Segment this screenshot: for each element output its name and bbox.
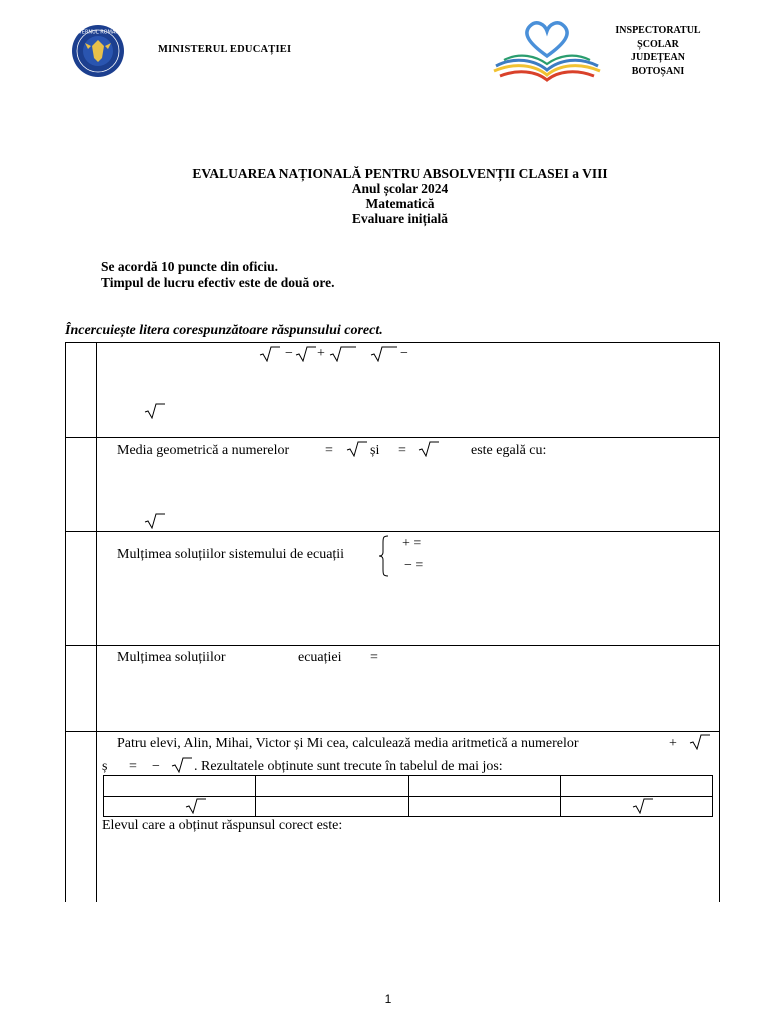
sqrt-symbol — [346, 441, 366, 459]
government-seal-logo — [71, 24, 125, 78]
results-cell — [104, 776, 256, 797]
sqrt-symbol — [329, 346, 349, 364]
results-value-row — [104, 796, 713, 817]
sqrt-symbol — [144, 403, 164, 421]
equals-sign: = — [398, 443, 406, 458]
question-3-text: Mulțimea soluțiilor sistemului de ecuații — [117, 547, 345, 562]
isj-line-3: JUDEȚEAN — [631, 52, 685, 63]
operator-minus: − — [285, 346, 293, 361]
system-equation-2: − = — [404, 558, 424, 573]
results-table — [103, 775, 713, 817]
question-row-3 — [65, 531, 720, 646]
exam-info — [101, 259, 334, 290]
question-5-answer-prompt: Elevul care a obținut răspunsul corect este: — [102, 818, 343, 833]
exam-title: EVALUAREA NAȚIONALĂ PENTRU ABSOLVENȚII CLASEI a VIII — [192, 166, 608, 181]
question-number-cell — [66, 732, 97, 902]
evaluation-type: Evaluare inițială — [351, 211, 449, 226]
operator-plus: + — [669, 736, 677, 751]
isj-name — [608, 24, 708, 78]
equals-sign: = — [129, 759, 137, 774]
isj-line-1: INSPECTORATUL — [615, 25, 701, 36]
sqrt-symbol — [370, 346, 390, 364]
system-brace — [378, 535, 390, 577]
sqrt-symbol — [689, 734, 709, 752]
points-note: Se acordă 10 puncte din oficiu. — [101, 259, 279, 274]
isj-book-heart-logo — [490, 16, 604, 82]
ministry-name: MINISTERUL EDUCAȚIEI — [158, 44, 292, 55]
isj-line-4: BOTOȘANI — [631, 65, 685, 77]
isj-line-2: ȘCOLAR — [637, 38, 679, 50]
results-cell — [104, 796, 256, 817]
question-number-cell — [66, 343, 97, 438]
question-number-cell — [66, 646, 97, 732]
results-cell — [560, 796, 712, 817]
question-4-word: ecuației — [298, 650, 342, 665]
conjunction-si: și — [370, 443, 380, 458]
instruction-text: Încercuiește litera corespunzătoare răspunsului corect. — [65, 323, 383, 338]
results-cell — [408, 776, 560, 797]
time-note: Timpul de lucru efectiv este de două ore. — [101, 274, 335, 290]
question-2-suffix: este egală cu: — [471, 443, 547, 458]
question-number-cell — [66, 438, 97, 532]
question-row-4 — [65, 645, 720, 732]
operator-minus: − — [152, 759, 160, 774]
sqrt-symbol — [259, 346, 279, 364]
equals-sign: = — [325, 443, 333, 458]
question-5-connector: ș — [102, 759, 108, 774]
question-4-text: Mulțimea soluțiilor — [117, 650, 226, 665]
sqrt-symbol — [185, 798, 205, 816]
question-row-2 — [65, 437, 720, 532]
operator-minus: − — [400, 346, 408, 361]
results-header-row — [104, 776, 713, 797]
svg-text:GUVERNUL ROMÂNIEI: GUVERNUL ROMÂNIEI — [71, 29, 125, 36]
sqrt-symbol — [144, 513, 164, 531]
question-row-5 — [65, 731, 720, 902]
question-5-text: Patru elevi, Alin, Mihai, Victor și Mi cea, calculează media aritmetică a numerelor — [117, 736, 579, 751]
results-cell — [256, 796, 408, 817]
page-number: 1 — [384, 992, 392, 1006]
operator-plus: + — [317, 346, 325, 361]
school-year: Anul școlar 2024 — [351, 181, 449, 196]
question-number-cell — [66, 532, 97, 646]
question-2-text: Media geometrică a numerelor — [117, 443, 290, 458]
subject: Matematică — [365, 196, 435, 211]
sqrt-symbol — [418, 441, 438, 459]
question-5-text-2: . Rezultatele obținute sunt trecute în tabelul de mai jos: — [194, 759, 503, 774]
results-cell — [256, 776, 408, 797]
results-cell — [560, 776, 712, 797]
equals-sign: = — [370, 650, 378, 665]
sqrt-symbol — [632, 798, 652, 816]
system-equation-1: + = — [402, 536, 422, 551]
question-row-1 — [65, 342, 720, 438]
questions-table — [65, 342, 720, 902]
sqrt-symbol — [295, 346, 315, 364]
results-cell — [408, 796, 560, 817]
sqrt-symbol — [171, 757, 191, 775]
exam-title-block — [0, 166, 768, 226]
